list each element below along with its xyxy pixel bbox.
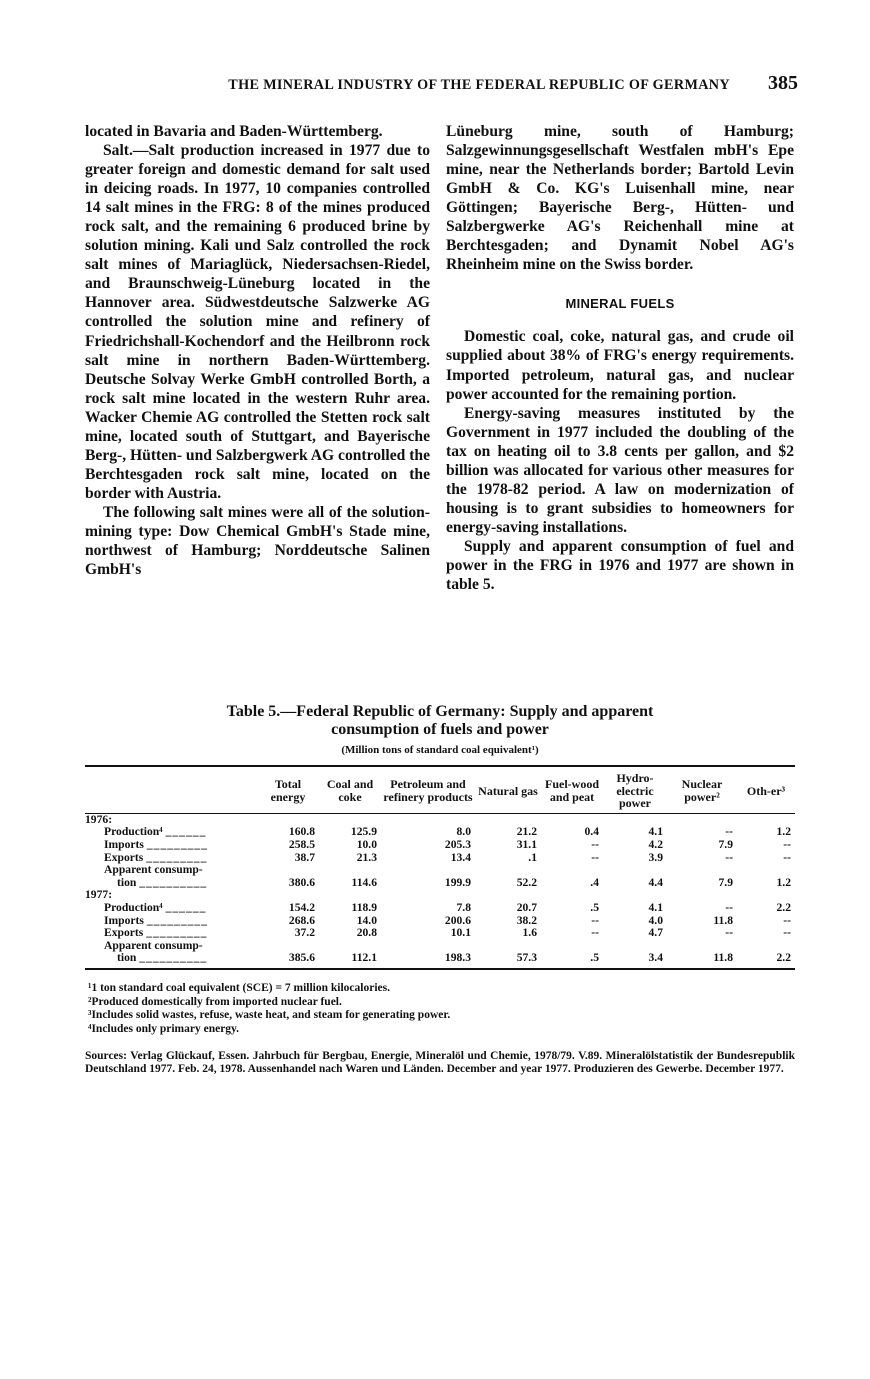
table-cell: 160.8 xyxy=(288,825,315,839)
dot-leader: ______ xyxy=(165,825,207,839)
table-cell: 4.7 xyxy=(648,926,663,940)
table-cell: 10.1 xyxy=(450,926,471,940)
table-cell: 11.8 xyxy=(667,952,737,969)
table-cell: -- xyxy=(783,926,791,940)
table-row xyxy=(85,927,795,940)
paragraph: located in Bavaria and Baden-Württemberg. xyxy=(85,123,383,140)
table-cell: 7.8 xyxy=(456,900,471,914)
table-cell: 4.1 xyxy=(648,900,663,914)
table-cell: -- xyxy=(783,850,791,864)
table-body xyxy=(85,813,795,969)
salt-paragraph-body: —Salt production increased in 1977 due to greater foreign and domestic demand for salt used in deicing roads. In 1977, 10 companies controlled 14 salt mines in the FRG: 8 of the mines produced rock salt, and the remaining 6 produced brine by solution mining. Kali und Salz controlled the rock salt mines of Mariaglück, Niedersachsen-Riedel, and Braunschweig-Lüneburg located in the Hannover area. Südwestdeutsche Salzwerke AG controlled the solution mine and refinery of Friedrichshall-Kochendorf and the Heilbronn rock salt mine in northern Baden-Württemberg. Deutsche Solvay Werke GmbH controlled Borth, a rock salt mine located in the western Ruhr area. Wacker Chemie AG controlled the Stetten rock salt mine, located south of Stuttgart, and Bayerische Berg-, Hütten- und Salzbergwerk AG controlled the Berchtesgaden rock salt mine, located on the border with Austria. xyxy=(85,142,430,502)
table-cell: 20.7 xyxy=(516,900,537,914)
table-cell: -- xyxy=(591,837,599,851)
table-cell: 4.2 xyxy=(648,837,663,851)
table-cell: -- xyxy=(591,913,599,927)
table-cell: 4.0 xyxy=(648,913,663,927)
row-label: Exports xyxy=(104,850,144,864)
dot-leader: __________ xyxy=(139,951,208,965)
table-cell: -- xyxy=(725,900,733,914)
table-cell: -- xyxy=(725,825,733,839)
row-label: Production⁴ xyxy=(104,900,163,914)
table-cell: 268.6 xyxy=(288,913,315,927)
column-header-total-energy: Total energy xyxy=(270,777,306,804)
table-cell: 112.1 xyxy=(319,952,381,969)
table-cell: 14.0 xyxy=(356,913,377,927)
table-cell: 52.2 xyxy=(516,875,537,889)
table-cell: -- xyxy=(783,837,791,851)
table-cell: 4.4 xyxy=(648,875,663,889)
table-units: (Million tons of standard coal equivalent¹) xyxy=(341,744,539,756)
table-cell: 125.9 xyxy=(350,825,377,839)
table-row xyxy=(85,952,795,969)
dot-leader: _________ xyxy=(146,913,209,927)
column-header-blank xyxy=(85,766,257,813)
table-cell: 1.2 xyxy=(776,875,791,889)
paragraph: The following salt mines were all of the solution-mining type: Dow Chemical GmbH's Stade mine, northwest of Hamburg; Norddeutsche Salinen GmbH's xyxy=(85,503,430,579)
table-5 xyxy=(85,703,795,1076)
table-cell: 198.3 xyxy=(381,952,475,969)
table-sources: Sources: Verlag Glückauf, Essen. Jahrbuch für Bergbau, Energie, Mineralöl und Chemie, 1978/79. V.89. Mineralölstatistik der Bundesrepublik Deutschland 1977. Feb. 24, 1978. Aussenhandel nach Waren und Länden. December and year 1977. Produzieren des Gewerbe. December 1977. xyxy=(85,1050,795,1076)
column-header-nuclear: Nuclear power² xyxy=(681,777,723,804)
column-header-hydroelectric: Hydro-electric power xyxy=(616,771,654,811)
table-cell: 13.4 xyxy=(450,850,471,864)
right-column xyxy=(446,122,794,594)
column-header-fuelwood: Fuel-wood and peat xyxy=(545,777,599,804)
table-cell: 3.4 xyxy=(603,952,667,969)
year-label: 1976: xyxy=(85,812,113,826)
dot-leader: _________ xyxy=(146,837,209,851)
table-cell: -- xyxy=(783,913,791,927)
row-label: tion xyxy=(117,951,137,965)
table-cell: 31.1 xyxy=(516,837,537,851)
table-row xyxy=(85,877,795,890)
table-cell: 2.2 xyxy=(737,952,795,969)
column-header-natural-gas: Natural gas xyxy=(478,783,538,798)
column-header-petroleum: Petroleum and refinery products xyxy=(383,777,473,804)
footnote: ²Produced domestically from imported nuclear fuel. xyxy=(88,995,342,1008)
table-cell: -- xyxy=(591,850,599,864)
row-label: tion xyxy=(117,875,137,889)
row-label: Imports xyxy=(104,913,144,927)
table-cell: 57.3 xyxy=(475,952,541,969)
running-header xyxy=(0,72,798,102)
dot-leader: __________ xyxy=(139,875,208,889)
table-cell: 7.9 xyxy=(718,875,733,889)
table-cell: 385.6 xyxy=(257,952,319,969)
salt-run-in-heading: Salt. xyxy=(103,142,133,160)
table-cell: 154.2 xyxy=(288,900,315,914)
table-cell: 8.0 xyxy=(456,825,471,839)
row-label-cell xyxy=(85,952,257,969)
table-cell: 200.6 xyxy=(444,913,471,927)
table-cell: -- xyxy=(725,926,733,940)
column-header-coal-and-coke: Coal and coke xyxy=(326,777,374,804)
row-label-cell xyxy=(85,927,257,940)
paragraph: Energy-saving measures instituted by the Government in 1977 included the doubling of the tax on heating oil to 3.8 cents per gallon, and $2 billion was allocated for various other measures for the 1978-82 period. A law on modernization of housing is to grant subsidies to homeowners for energy-saving installations. xyxy=(446,404,794,536)
table-cell: 205.3 xyxy=(444,837,471,851)
page-number: 385 xyxy=(768,72,798,94)
dot-leader: ______ xyxy=(165,900,207,914)
paragraph: Domestic coal, coke, natural gas, and crude oil supplied about 38% of FRG's energy requirements. Imported petroleum, natural gas, and nuclear power accounted for the remaining portion. xyxy=(446,328,794,403)
table-cell: 4.1 xyxy=(648,825,663,839)
paragraph: Lüneburg mine, south of Hamburg; Salzgewinnungsgesellschaft Westfalen mbH's Epe mine, near the Netherlands border; Bartold Levin GmbH & Co. KG's Luisenhall mine, near Göttingen; Bayerische Berg-, Hütten- und Salzbergwerke AG's Reichenhall mine at Berchtesgaden; and Dynamit Nobel AG's Rheinheim mine on the Swiss border. xyxy=(446,123,794,274)
table-cell: 199.9 xyxy=(444,875,471,889)
table-title-line: Table 5.—Federal Republic of Germany: Supply and apparent xyxy=(226,703,654,720)
dot-leader: _________ xyxy=(146,926,208,940)
table-cell: 21.2 xyxy=(516,825,537,839)
table-title xyxy=(85,703,795,739)
table-cell: 10.0 xyxy=(356,837,377,851)
section-heading-mineral-fuels: MINERAL FUELS xyxy=(565,296,675,312)
table-header-row xyxy=(85,766,795,813)
table-cell: 0.4 xyxy=(584,825,599,839)
table-cell: 114.6 xyxy=(351,875,377,889)
table-cell: 258.5 xyxy=(288,837,315,851)
table-cell: -- xyxy=(591,926,599,940)
table-cell: 380.6 xyxy=(288,875,315,889)
row-label: Production⁴ xyxy=(104,825,163,839)
table-cell: 38.2 xyxy=(516,913,537,927)
table-title-line: consumption of fuels and power xyxy=(331,721,549,738)
dot-leader: _________ xyxy=(146,850,208,864)
table-cell: .5 xyxy=(541,952,603,969)
year-label: 1977: xyxy=(85,888,113,902)
paragraph: Supply and apparent consumption of fuel and power in the FRG in 1976 and 1977 are shown in table 5. xyxy=(446,537,794,594)
salt-paragraph xyxy=(85,141,430,503)
table-cell: .5 xyxy=(590,900,599,914)
table-cell: .4 xyxy=(590,875,599,889)
table-footnotes xyxy=(85,982,795,1036)
row-label: Imports xyxy=(104,837,144,851)
table-cell: .1 xyxy=(528,850,537,864)
table-cell: 2.2 xyxy=(776,900,791,914)
table-cell: 1.2 xyxy=(776,825,791,839)
table-cell: 118.9 xyxy=(351,900,377,914)
footnote: ³Includes solid wastes, refuse, waste heat, and steam for generating power. xyxy=(88,1009,451,1022)
left-column xyxy=(85,122,430,579)
table-cell: 11.8 xyxy=(713,913,733,927)
column-header-other: Oth-er³ xyxy=(746,783,786,798)
footnote: ¹1 ton standard coal equivalent (SCE) = 7 million kilocalories. xyxy=(88,981,390,994)
header-title: THE MINERAL INDUSTRY OF THE FEDERAL REPUBLIC OF GERMANY xyxy=(228,77,730,93)
table-cell: 38.7 xyxy=(294,850,315,864)
row-label: Apparent consump- xyxy=(104,938,203,952)
table-cell: 21.3 xyxy=(356,850,377,864)
row-label: Apparent consump- xyxy=(104,863,203,877)
footnote: ⁴Includes only primary energy. xyxy=(88,1022,240,1035)
table-cell: 1.6 xyxy=(522,926,537,940)
table-cell: 7.9 xyxy=(718,837,733,851)
table-cell: 20.8 xyxy=(356,926,377,940)
table-cell: 3.9 xyxy=(648,850,663,864)
row-label: Exports xyxy=(104,926,144,940)
table-cell: -- xyxy=(725,850,733,864)
data-table xyxy=(85,765,795,970)
table-cell: 37.2 xyxy=(294,926,315,940)
